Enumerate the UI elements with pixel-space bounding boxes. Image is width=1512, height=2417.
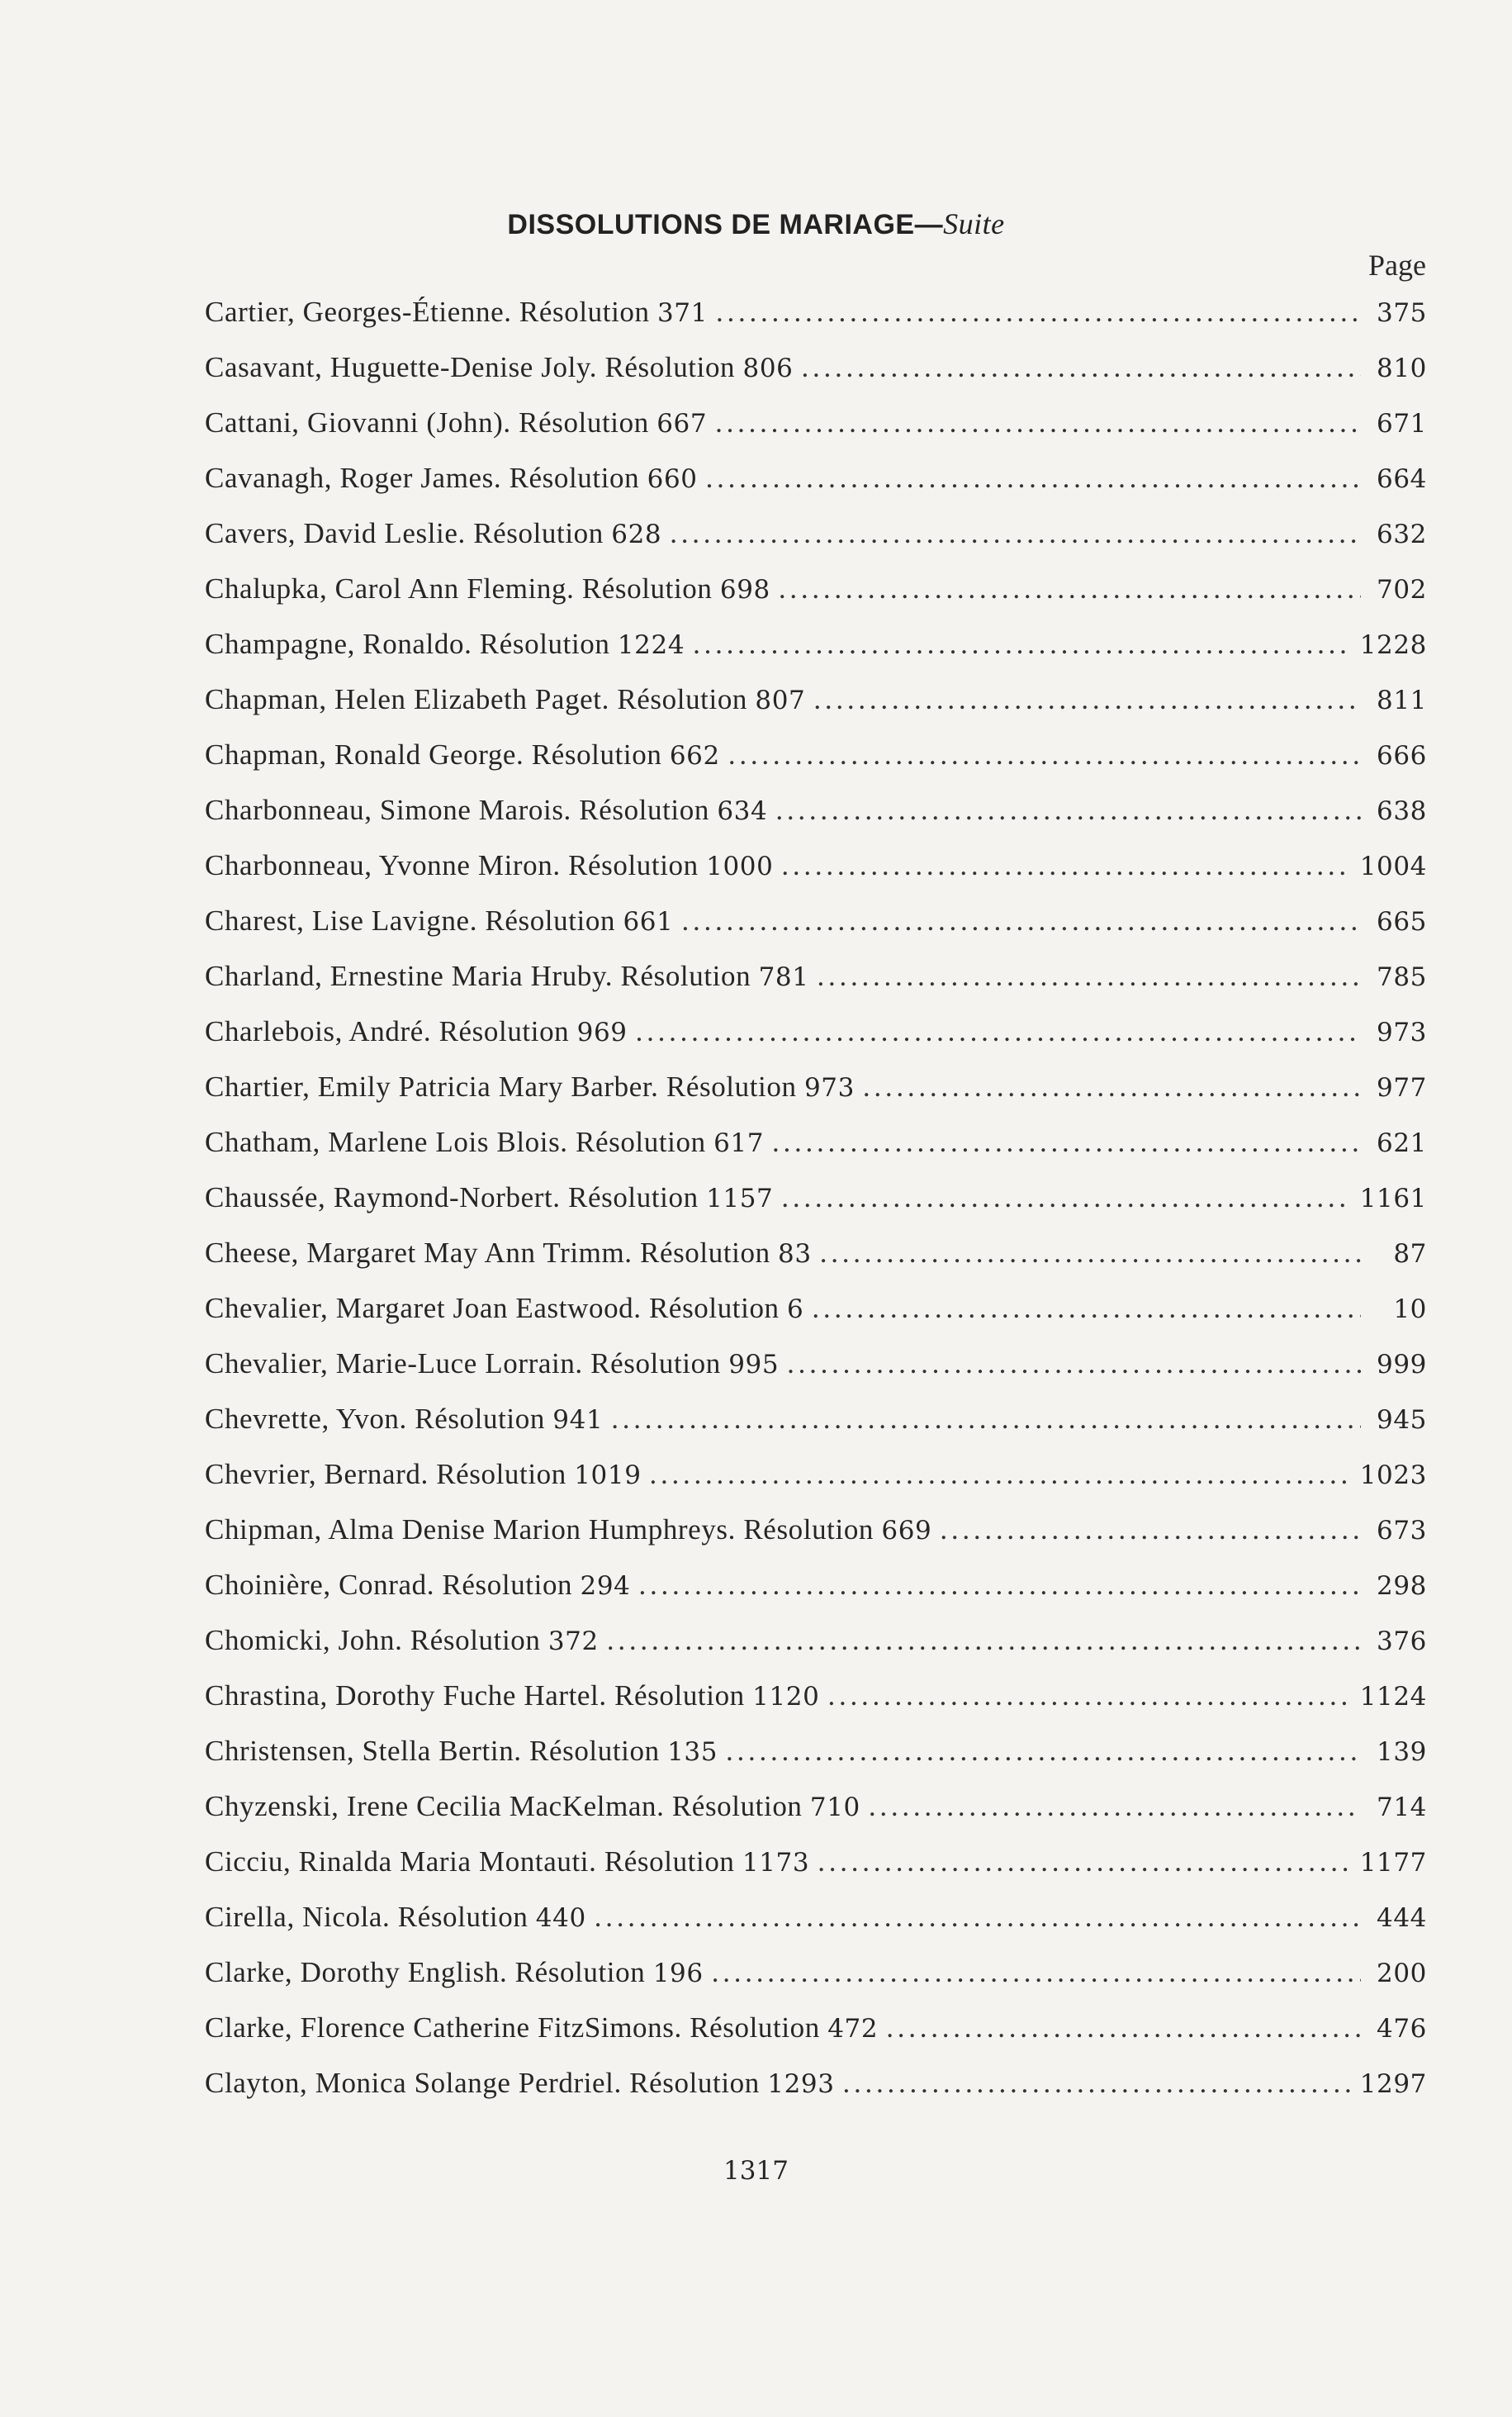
entry-person: Clarke, Dorothy English. — [205, 1956, 508, 1988]
entry-page-number: 1004 — [1359, 852, 1427, 881]
entry-page-number: 666 — [1377, 741, 1427, 771]
entry-person: Chapman, Helen Elizabeth Paget. — [205, 683, 609, 715]
entry-resolution-word: Résolution — [473, 517, 604, 549]
index-entry — [205, 789, 1427, 844]
entry-resolution-number: 440 — [535, 1903, 586, 1933]
entry-resolution-word: Résolution — [509, 462, 640, 494]
dot-leader — [781, 1176, 1351, 1219]
index-entry — [205, 1398, 1427, 1453]
entry-resolution-word: Résolution — [479, 628, 610, 660]
index-entry — [205, 734, 1427, 789]
index-entry — [205, 1508, 1427, 1564]
entry-person: Chaussée, Raymond-Norbert. — [205, 1181, 561, 1213]
entry-name — [205, 734, 720, 777]
entry-page-number: 376 — [1377, 1626, 1427, 1656]
entry-name — [205, 1453, 642, 1497]
entry-resolution-word: Résolution — [568, 849, 699, 881]
entry-person: Clayton, Monica Solange Perdriel. — [205, 2067, 622, 2099]
entry-page-number: 621 — [1377, 1128, 1427, 1158]
dot-leader — [650, 1453, 1352, 1496]
entry-resolution-number: 371 — [656, 298, 708, 328]
index-entry — [205, 1342, 1427, 1398]
entry-resolution-word: Résolution — [579, 794, 709, 826]
entry-name — [205, 678, 805, 722]
dot-leader — [820, 1232, 1361, 1275]
dot-leader — [827, 1674, 1351, 1717]
dot-leader — [712, 1951, 1361, 1994]
entry-name — [205, 1951, 704, 1995]
entry-resolution-number: 661 — [623, 907, 674, 937]
dot-leader — [715, 401, 1361, 444]
entry-person: Chipman, Alma Denise Marion Humphreys. — [205, 1513, 736, 1546]
entry-page-number: 375 — [1377, 298, 1427, 328]
index-entry — [205, 955, 1427, 1010]
entry-resolution-number: 1173 — [742, 1848, 810, 1878]
entry-resolution-number: 973 — [803, 1073, 855, 1103]
entry-person: Chevalier, Margaret Joan Eastwood. — [205, 1292, 642, 1324]
entry-name — [205, 789, 767, 833]
dot-leader — [787, 1342, 1361, 1385]
dot-leader — [886, 2006, 1361, 2049]
index-entry — [205, 512, 1427, 567]
index-entry — [205, 1674, 1427, 1730]
index-entry-list — [205, 291, 1427, 2117]
entry-resolution-number: 669 — [881, 1516, 932, 1546]
index-entry — [205, 1010, 1427, 1066]
entry-person: Cavers, David Leslie. — [205, 517, 466, 549]
entry-person: Charbonneau, Yvonne Miron. — [205, 849, 561, 881]
entry-name — [205, 1730, 718, 1774]
entry-resolution-number: 6 — [787, 1294, 804, 1324]
entry-resolution-number: 667 — [656, 409, 708, 439]
entry-resolution-number: 969 — [576, 1018, 628, 1047]
entry-name — [205, 1508, 931, 1552]
entry-page-number: 444 — [1377, 1903, 1427, 1933]
entry-resolution-word: Résolution — [604, 351, 736, 383]
entry-name — [205, 1564, 631, 1607]
entry-page-number: 298 — [1377, 1571, 1427, 1601]
entry-resolution-word: Résolution — [576, 1126, 706, 1158]
heading-title: DISSOLUTIONS DE MARIAGE — [507, 209, 915, 240]
entry-page-number: 638 — [1377, 796, 1427, 826]
entry-page-number: 810 — [1377, 354, 1427, 383]
entry-name — [205, 1674, 819, 1718]
entry-resolution-word: Résolution — [436, 1458, 566, 1490]
dot-leader — [802, 346, 1362, 389]
index-entry — [205, 1840, 1427, 1896]
entry-person: Chyzenski, Irene Cecilia MacKelman. — [205, 1790, 665, 1822]
entry-page-number: 1177 — [1359, 1848, 1427, 1878]
index-entry — [205, 1730, 1427, 1785]
entry-resolution-word: Résolution — [648, 1292, 780, 1324]
entry-person: Charbonneau, Simone Marois. — [205, 794, 571, 826]
entry-resolution-word: Résolution — [485, 905, 616, 937]
dot-leader — [693, 623, 1352, 666]
dot-leader — [812, 1287, 1361, 1330]
entry-page-number: 945 — [1377, 1405, 1427, 1435]
entry-name — [205, 623, 685, 667]
index-entry — [205, 1619, 1427, 1674]
entry-resolution-number: 135 — [667, 1737, 718, 1767]
dot-leader — [869, 1785, 1361, 1828]
dot-leader — [670, 512, 1361, 555]
entry-resolution-word: Résolution — [519, 296, 650, 328]
entry-page-number: 476 — [1377, 2014, 1427, 2044]
entry-person: Chomicki, John. — [205, 1624, 403, 1656]
entry-person: Choinière, Conrad. — [205, 1569, 435, 1601]
entry-resolution-word: Résolution — [666, 1071, 797, 1103]
entry-resolution-number: 660 — [647, 464, 698, 494]
entry-person: Clarke, Florence Catherine FitzSimons. — [205, 2011, 682, 2044]
entry-resolution-word: Résolution — [438, 1015, 570, 1047]
entry-page-number: 664 — [1377, 464, 1427, 494]
index-entry — [205, 1951, 1427, 2006]
entry-page-number: 702 — [1377, 575, 1427, 605]
dot-leader — [818, 1840, 1352, 1883]
entry-page-number: 977 — [1377, 1073, 1427, 1103]
entry-person: Chevrette, Yvon. — [205, 1403, 407, 1435]
entry-page-number: 1228 — [1359, 630, 1427, 660]
entry-name — [205, 401, 707, 445]
entry-resolution-word: Résolution — [743, 1513, 874, 1546]
entry-name — [205, 955, 809, 999]
dot-leader — [726, 1730, 1361, 1773]
dot-leader — [595, 1896, 1361, 1939]
dot-leader — [728, 734, 1361, 776]
entry-resolution-word: Résolution — [442, 1569, 573, 1601]
heading-suite: Suite — [943, 207, 1005, 240]
entry-resolution-word: Résolution — [410, 1624, 541, 1656]
entry-person: Casavant, Huguette-Denise Joly. — [205, 351, 598, 383]
entry-resolution-word: Résolution — [581, 572, 713, 605]
entry-resolution-number: 1293 — [767, 2069, 835, 2099]
entry-person: Chevrier, Bernard. — [205, 1458, 429, 1490]
entry-resolution-word: Résolution — [397, 1901, 528, 1933]
entry-resolution-word: Résolution — [640, 1237, 770, 1269]
entry-resolution-number: 698 — [719, 575, 770, 605]
entry-page-number: 200 — [1377, 1959, 1427, 1988]
index-entry — [205, 346, 1427, 401]
entry-page-number: 139 — [1377, 1737, 1427, 1767]
entry-resolution-number: 781 — [758, 962, 809, 992]
entry-person: Cavanagh, Roger James. — [205, 462, 502, 494]
entry-resolution-number: 662 — [669, 741, 720, 771]
entry-resolution-number: 1019 — [574, 1460, 642, 1490]
dot-leader — [611, 1398, 1361, 1441]
entry-name — [205, 1398, 603, 1441]
entry-name — [205, 1840, 809, 1884]
index-entry — [205, 1176, 1427, 1232]
index-entry — [205, 291, 1427, 346]
dot-leader — [775, 789, 1361, 832]
entry-page-number: 87 — [1393, 1239, 1427, 1269]
entry-person: Cattani, Giovanni (John). — [205, 406, 511, 439]
entry-page-number: 973 — [1377, 1018, 1427, 1047]
entry-resolution-word: Résolution — [415, 1403, 545, 1435]
dot-leader — [607, 1619, 1361, 1662]
entry-resolution-number: 1000 — [706, 852, 774, 881]
entry-resolution-word: Résolution — [671, 1790, 803, 1822]
dot-leader — [681, 900, 1361, 943]
entry-page-number: 671 — [1377, 409, 1427, 439]
page-column-label: Page — [1368, 249, 1426, 282]
entry-person: Charland, Ernestine Maria Hruby. — [205, 960, 614, 992]
entry-name — [205, 346, 794, 390]
index-entry — [205, 457, 1427, 512]
index-entry — [205, 678, 1427, 734]
dot-leader — [843, 2062, 1352, 2105]
entry-person: Chevalier, Marie-Luce Lorrain. — [205, 1347, 583, 1379]
entry-page-number: 1124 — [1359, 1682, 1427, 1712]
entry-person: Christensen, Stella Bertin. — [205, 1735, 522, 1767]
index-entry — [205, 1785, 1427, 1840]
entry-name — [205, 1896, 586, 1940]
heading-separator: — — [914, 209, 944, 240]
entry-resolution-word: Résolution — [629, 2067, 760, 2099]
dot-leader — [940, 1508, 1361, 1551]
entry-resolution-number: 472 — [827, 2014, 879, 2044]
entry-name — [205, 1010, 628, 1054]
entry-person: Chartier, Emily Patricia Mary Barber. — [205, 1071, 659, 1103]
index-entry — [205, 1121, 1427, 1176]
dot-leader — [818, 955, 1361, 998]
entry-resolution-word: Résolution — [568, 1181, 699, 1213]
entry-page-number: 714 — [1377, 1793, 1427, 1822]
entry-name — [205, 844, 773, 888]
dot-leader — [716, 291, 1361, 334]
page-number: 1317 — [723, 2156, 789, 2186]
entry-resolution-number: 1224 — [617, 630, 685, 660]
entry-resolution-number: 807 — [755, 686, 806, 715]
entry-resolution-number: 1120 — [752, 1682, 820, 1712]
section-heading — [0, 207, 1512, 241]
entry-name — [205, 457, 698, 501]
entry-resolution-number: 83 — [778, 1239, 812, 1269]
entry-resolution-number: 294 — [580, 1571, 631, 1601]
entry-person: Chapman, Ronald George. — [205, 738, 524, 771]
entry-resolution-word: Résolution — [531, 738, 662, 771]
entry-name — [205, 1342, 779, 1386]
index-entry — [205, 567, 1427, 623]
dot-leader — [863, 1066, 1361, 1109]
index-entry — [205, 1896, 1427, 1951]
entry-name — [205, 291, 708, 335]
entry-name — [205, 1066, 855, 1109]
entry-name — [205, 1619, 599, 1663]
entry-page-number: 999 — [1377, 1350, 1427, 1379]
index-entry — [205, 900, 1427, 955]
entry-resolution-word: Résolution — [614, 1679, 745, 1712]
entry-name — [205, 1287, 803, 1331]
entry-person: Chatham, Marlene Lois Blois. — [205, 1126, 568, 1158]
entry-page-number: 10 — [1393, 1294, 1427, 1324]
entry-page-number: 673 — [1377, 1516, 1427, 1546]
dot-leader — [772, 1121, 1361, 1164]
entry-resolution-number: 634 — [717, 796, 768, 826]
index-entry — [205, 1453, 1427, 1508]
entry-name — [205, 567, 770, 611]
entry-resolution-number: 941 — [552, 1405, 604, 1435]
entry-name — [205, 1232, 812, 1275]
entry-resolution-number: 806 — [742, 354, 794, 383]
index-entry — [205, 623, 1427, 678]
entry-name — [205, 512, 661, 556]
entry-person: Charlebois, André. — [205, 1015, 432, 1047]
entry-name — [205, 900, 673, 943]
entry-name — [205, 1176, 773, 1220]
entry-name — [205, 1785, 860, 1829]
entry-resolution-number: 372 — [547, 1626, 599, 1656]
index-entry — [205, 1066, 1427, 1121]
entry-name — [205, 2062, 835, 2106]
entry-resolution-word: Résolution — [604, 1845, 735, 1878]
entry-resolution-word: Résolution — [690, 2011, 820, 2044]
entry-page-number: 665 — [1377, 907, 1427, 937]
entry-person: Cicciu, Rinalda Maria Montauti. — [205, 1845, 597, 1878]
index-entry — [205, 1564, 1427, 1619]
entry-page-number: 1023 — [1359, 1460, 1427, 1490]
index-entry — [205, 1232, 1427, 1287]
entry-person: Charest, Lise Lavigne. — [205, 905, 478, 937]
dot-leader — [636, 1010, 1361, 1053]
dot-leader — [639, 1564, 1362, 1607]
entry-page-number: 811 — [1377, 686, 1427, 715]
entry-page-number: 1297 — [1359, 2069, 1427, 2099]
entry-person: Chrastina, Dorothy Fuche Hartel. — [205, 1679, 607, 1712]
entry-resolution-word: Résolution — [617, 683, 748, 715]
entry-name — [205, 2006, 878, 2050]
entry-person: Champagne, Ronaldo. — [205, 628, 472, 660]
entry-page-number: 785 — [1377, 962, 1427, 992]
entry-resolution-word: Résolution — [514, 1956, 646, 1988]
index-entry — [205, 844, 1427, 900]
entry-page-number: 632 — [1377, 520, 1427, 549]
entry-resolution-number: 710 — [809, 1793, 860, 1822]
entry-resolution-number: 617 — [713, 1128, 765, 1158]
dot-leader — [706, 457, 1361, 500]
entry-page-number: 1161 — [1359, 1184, 1427, 1213]
entry-resolution-word: Résolution — [590, 1347, 721, 1379]
entry-resolution-number: 628 — [611, 520, 662, 549]
entry-resolution-number: 995 — [728, 1350, 780, 1379]
dot-leader — [779, 567, 1361, 610]
index-entry — [205, 401, 1427, 457]
dot-leader — [813, 678, 1361, 721]
entry-name — [205, 1121, 764, 1165]
entry-person: Cartier, Georges-Étienne. — [205, 296, 512, 328]
entry-resolution-word: Résolution — [529, 1735, 660, 1767]
entry-resolution-number: 1157 — [706, 1184, 774, 1213]
entry-person: Cheese, Margaret May Ann Trimm. — [205, 1237, 633, 1269]
index-entry — [205, 2062, 1427, 2117]
entry-resolution-word: Résolution — [519, 406, 649, 439]
entry-resolution-number: 196 — [652, 1959, 704, 1988]
index-entry — [205, 1287, 1427, 1342]
dot-leader — [781, 844, 1351, 887]
entry-person: Cirella, Nicola. — [205, 1901, 391, 1933]
entry-person: Chalupka, Carol Ann Fleming. — [205, 572, 575, 605]
entry-resolution-word: Résolution — [620, 960, 751, 992]
index-entry — [205, 2006, 1427, 2062]
